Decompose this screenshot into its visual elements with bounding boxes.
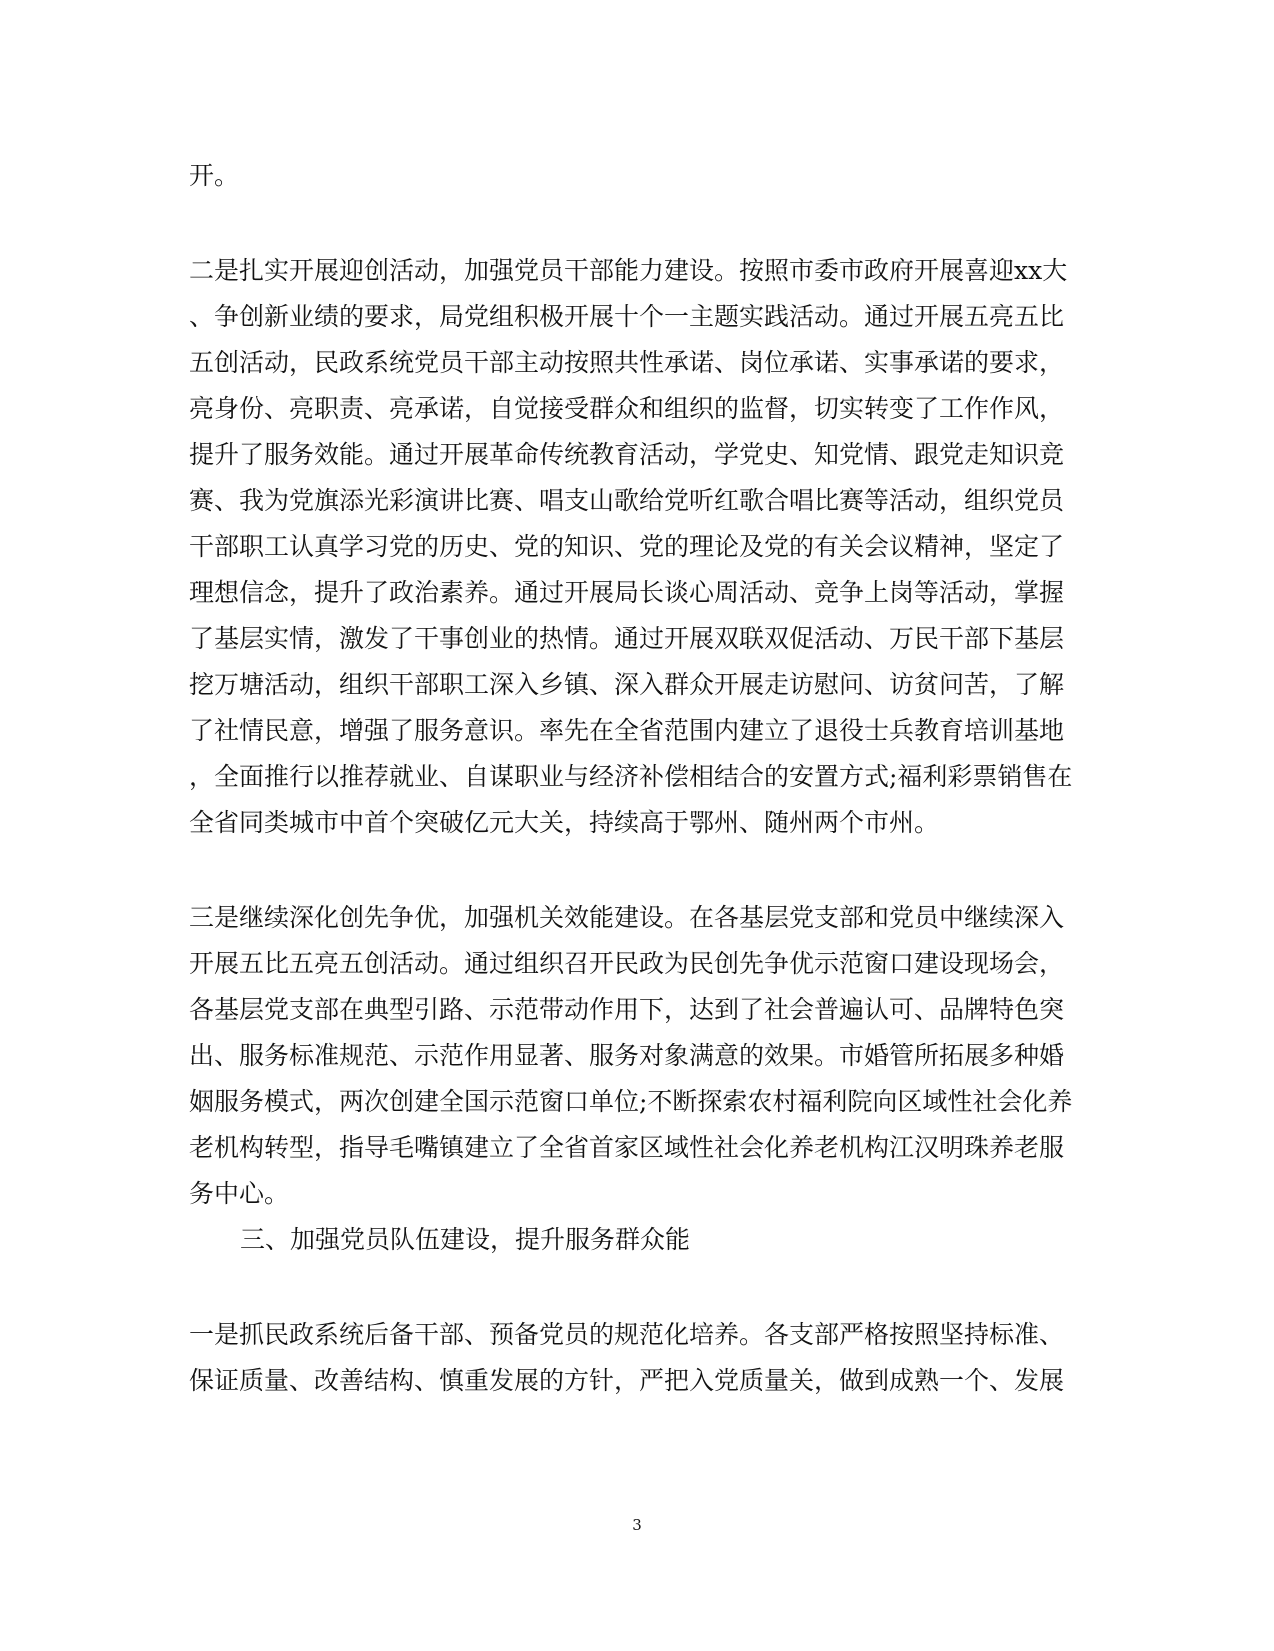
text-line: 亮身份、亮职责、亮承诺，自觉接受群众和组织的监督，切实转变了工作作风，: [189, 394, 1065, 423]
text-line: 老机构转型，指导毛嘴镇建立了全省首家区域性社会化养老机构江汉明珠养老服: [189, 1133, 1065, 1162]
text-line: 五创活动，民政系统党员干部主动按照共性承诺、岗位承诺、实事承诺的要求，: [189, 348, 1065, 377]
text-line: 各基层党支部在典型引路、示范带动作用下，达到了社会普遍认可、品牌特色突: [189, 995, 1065, 1024]
text-line: 、争创新业绩的要求，局党组积极开展十个一主题实践活动。通过开展五亮五比: [189, 302, 1065, 331]
text-line: 了社情民意，增强了服务意识。率先在全省范围内建立了退役士兵教育培训基地: [189, 716, 1065, 745]
text-line: 了基层实情，激发了干事创业的热情。通过开展双联双促活动、万民干部下基层: [189, 624, 1065, 653]
text-line: 提升了服务效能。通过开展革命传统教育活动，学党史、知党情、跟党走知识竞: [189, 440, 1065, 469]
page-number: 3: [632, 1516, 642, 1534]
text-line: 开。: [189, 161, 240, 190]
text-line: 开展五比五亮五创活动。通过组织召开民政为民创先争优示范窗口建设现场会，: [189, 949, 1065, 978]
text-line: 出、服务标准规范、示范作用显著、服务对象满意的效果。市婚管所拓展多种婚: [189, 1041, 1065, 1070]
text-line: 全省同类城市中首个突破亿元大关，持续高于鄂州、随州两个市州。: [189, 808, 940, 837]
text-line: ，全面推行以推荐就业、自谋职业与经济补偿相结合的安置方式;福利彩票销售在: [189, 762, 1073, 791]
text-line: 二是扎实开展迎创活动，加强党员干部能力建设。按照市委市政府开展喜迎xx大: [189, 256, 1068, 285]
text-line: 赛、我为党旗添光彩演讲比赛、唱支山歌给党听红歌合唱比赛等活动，组织党员: [189, 486, 1065, 515]
text-line: 干部职工认真学习党的历史、党的知识、党的理论及党的有关会议精神，坚定了: [189, 532, 1065, 561]
text-line: 理想信念，提升了政治素养。通过开展局长谈心周活动、竞争上岗等活动，掌握: [189, 578, 1065, 607]
section-heading: 三、加强党员队伍建设，提升服务群众能: [240, 1225, 691, 1254]
text-line: 挖万塘活动，组织干部职工深入乡镇、深入群众开展走访慰问、访贫问苦，了解: [189, 670, 1065, 699]
text-line: 一是抓民政系统后备干部、预备党员的规范化培养。各支部严格按照坚持标准、: [189, 1320, 1065, 1349]
text-line: 姻服务模式，两次创建全国示范窗口单位;不断探索农村福利院向区域性社会化养: [189, 1087, 1073, 1116]
text-line: 三是继续深化创先争优，加强机关效能建设。在各基层党支部和党员中继续深入: [189, 903, 1065, 932]
text-line: 务中心。: [189, 1179, 290, 1208]
text-line: 保证质量、改善结构、慎重发展的方针，严把入党质量关，做到成熟一个、发展: [189, 1366, 1065, 1395]
